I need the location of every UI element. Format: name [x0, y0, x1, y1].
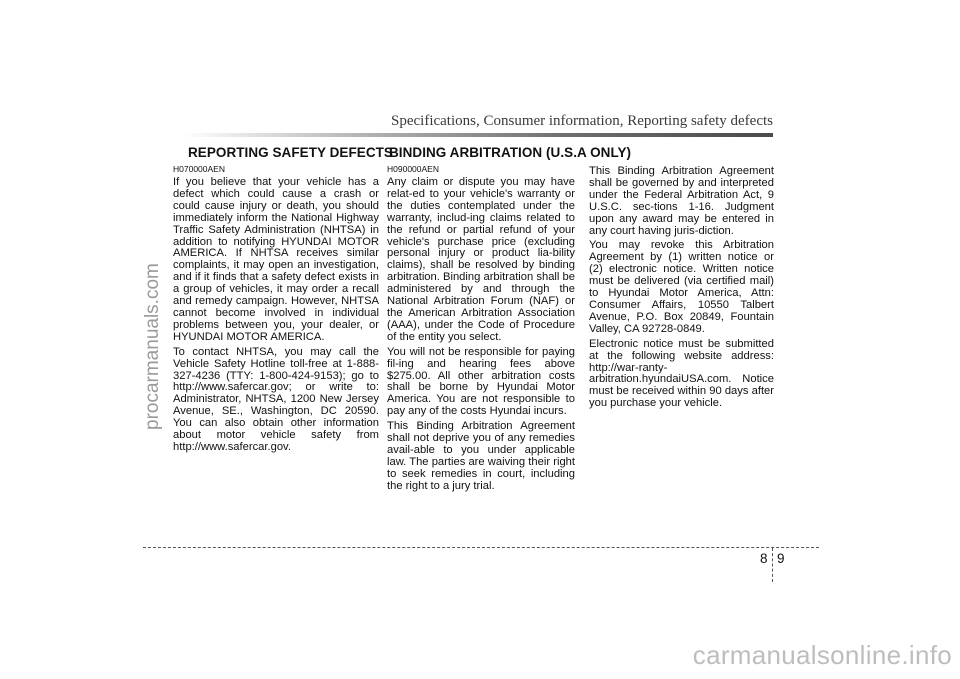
watermark-procarmanuals: procarmanuals.com — [142, 263, 163, 430]
page-number: 9 — [777, 551, 785, 566]
paragraph: This Binding Arbitration Agreement shall be governed by and interpreted under the Federal Arbitration Act, 9 U.S.C. sec-tions 1-16. Judgment upon any award may be entered in any court having juris-diction. — [589, 165, 774, 237]
paragraph: Any claim or dispute you may have relat-ed to your vehicle's warranty or the duties contemplated under the warranty, includ-ing claims related to the refund or partial refund of your vehicle's purchase price (excluding personal injury or product lia-bility claims), shall be resolved by binding arbitration. Binding arbitration shall be administered by and through the National Arbitration Forum (NAF) or the American Arbitration Association (AAA), under the Code of Procedure of the entity you select. — [387, 176, 575, 343]
chapter-number: 8 — [760, 551, 768, 566]
column-binding-arbitration-1 — [387, 164, 575, 496]
paragraph: You may revoke this Arbitration Agreement by (1) written notice or (2) electronic notice. Written notice must be delivered (via certified mail) to Hyundai Motor America, Attn: Consumer Affairs, 10550 Talbert Avenue, P.O. Box 20849, Fountain Valley, CA 92728-0849. — [589, 239, 774, 335]
paragraph: To contact NHTSA, you may call the Vehicle Safety Hotline toll-free at 1-888-327-4236 (TTY: 1-800-424-9153); go to http://www.safercar.gov; or write to: Administrator, NHTSA, 1200 New Jersey Avenue, SE., Washington, DC 20590. You can also obtain other information about motor vehicle safety from http://www.safercar.gov. — [173, 345, 379, 453]
footer-dashed-rule — [143, 547, 819, 548]
section-code: H090000AEN — [387, 164, 439, 174]
footer-dashed-divider — [772, 548, 773, 582]
section-heading-binding-arbitration: BINDING ARBITRATION (U.S.A ONLY) — [389, 145, 632, 160]
column-reporting-safety-defects — [173, 164, 379, 457]
paragraph: If you believe that your vehicle has a defect which could cause a crash or could cause injury or death, you should immediately inform the National Highway Traffic Safety Administration (NHTSA) in addition to notifying HYUNDAI MOTOR AMERICA. If NHTSA receives similar complaints, it may open an investigation, and if it finds that a safety defect exists in a group of vehicles, it may order a recall and remedy campaign. However, NHTSA cannot become involved in individual problems between you, your dealer, or HYUNDAI MOTOR AMERICA. — [173, 176, 379, 343]
column-binding-arbitration-2 — [589, 166, 774, 413]
section-heading-reporting-safety-defects: REPORTING SAFETY DEFECTS — [188, 145, 393, 160]
section-code: H070000AEN — [173, 164, 225, 174]
watermark-carmanualsonline: carmanualsonline.info — [692, 640, 952, 670]
paragraph: Electronic notice must be submitted at the following website address: http://war-ranty-arbitration.hyundaiUSA.com. Notice must be received within 90 days after you purchase your vehicle. — [589, 337, 774, 410]
paragraph: You will not be responsible for paying fil-ing and hearing fees above $275.00. All other arbitration costs shall be borne by Hyundai Motor America. You are not responsible to pay any of the costs Hyundai incurs. — [387, 345, 575, 418]
page-header-title: Specifications, Consumer information, Reporting safety defects — [391, 113, 773, 129]
header-gradient-bar — [183, 133, 773, 137]
paragraph: This Binding Arbitration Agreement shall not deprive you of any remedies avail-able to you under applicable law. The parties are waiving their right to seek remedies in court, including the right to a jury trial. — [387, 420, 575, 492]
